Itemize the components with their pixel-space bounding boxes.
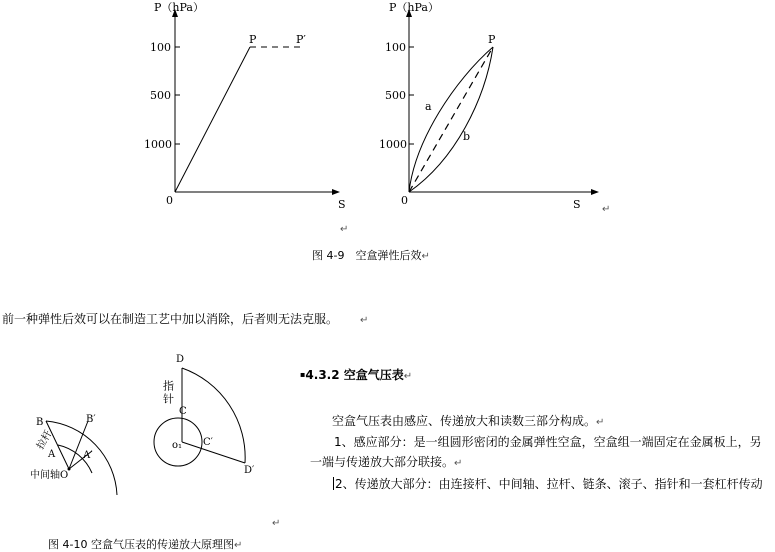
return-mark: ↵ (272, 518, 281, 529)
point-p-prime-label: P′ (296, 33, 306, 46)
return-mark: ↵ (340, 224, 349, 235)
y-axis-label: P（hPa） (389, 1, 439, 14)
x-axis-label: S (573, 198, 581, 211)
fig49-right-graph (375, 0, 600, 215)
tick-label-1000: 1000 (144, 138, 172, 151)
response-line (175, 47, 250, 192)
label-d-prime: D′ (244, 465, 255, 476)
rod-label: 拉杆 (35, 428, 55, 452)
axis-label: 中间轴O (30, 470, 69, 481)
text-cursor (333, 477, 334, 490)
return-mark: ↵ (602, 204, 611, 215)
rod-b (46, 421, 69, 469)
x-axis-arrow (591, 189, 599, 195)
tick-label-100: 100 (385, 41, 406, 54)
curve-b-label: b (463, 130, 471, 143)
label-c: C (179, 406, 187, 417)
tick-label-1000: 1000 (379, 138, 407, 151)
section-heading: ▪4.3.2 空盒气压表↵ (300, 368, 413, 382)
tick-label-500: 500 (385, 89, 406, 102)
tick-label-500: 500 (150, 89, 171, 102)
label-a: A (48, 449, 56, 460)
paragraph-1: 前一种弹性后效可以在制造工艺中加以消除，后者则无法克服。 ↵ (2, 312, 369, 326)
fig49-caption: 图 4-9 空盒弹性后效↵ (312, 249, 430, 262)
tick-label-100: 100 (150, 41, 171, 54)
label-b-prime: B′ (86, 414, 96, 425)
fig49-left-graph (140, 0, 346, 215)
fig410-right-diagram (148, 350, 268, 475)
label-d: D (176, 354, 185, 365)
label-c-prime: C′ (203, 437, 213, 448)
pointer-label: 指针 (161, 380, 175, 406)
dashed-diagonal (409, 47, 493, 192)
origin-label: 0 (166, 194, 173, 207)
item-2: 2、传递放大部分：由连接杆、中间轴、拉杆、链条、滚子、指针和一套杠杆传动 (335, 477, 763, 491)
x-axis-arrow (332, 189, 340, 195)
item-1-line-2: 一端与传递放大部分联接。↵ (310, 455, 463, 469)
section-intro: 空盒气压表由感应、传递放大和读数三部分构成。↵ (332, 414, 605, 428)
point-p-label: P (488, 33, 496, 46)
item-1-line-1: 1、感应部分：是一组圆形密闭的金属弹性空盒，空盒组一端固定在金属板上，另 (334, 435, 762, 449)
curve-a-label: a (425, 100, 432, 113)
pointer-d-prime (182, 442, 245, 463)
outer-arc (182, 368, 245, 463)
label-o1: o₁ (172, 440, 183, 451)
point-p-label: P (249, 33, 257, 46)
label-b: B (36, 417, 44, 428)
origin-label: 0 (401, 194, 408, 207)
x-axis-label: S (338, 198, 346, 211)
y-axis-label: P（hPa） (154, 1, 204, 14)
label-a-prime: A′ (83, 450, 93, 461)
fig410-left-diagram (20, 405, 135, 505)
fig410-caption: 图 4-10 空盒气压表的传递放大原理图↵ (48, 538, 243, 551)
